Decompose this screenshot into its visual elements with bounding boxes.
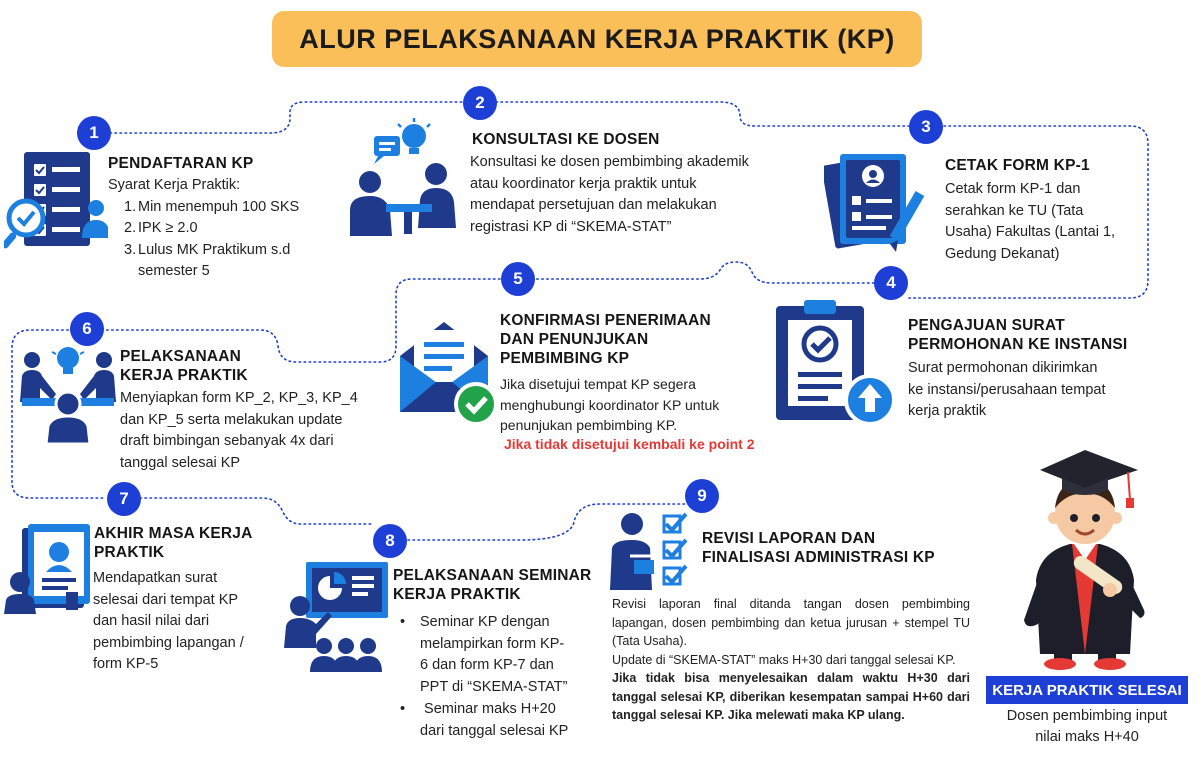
step-1-item-continuation: semester 5 <box>138 263 210 279</box>
step-1-number: 1 <box>77 116 111 150</box>
step-4-number: 4 <box>874 266 908 300</box>
step-2-line: atau koordinator kerja praktik untuk <box>470 175 697 192</box>
step-3-number: 3 <box>909 110 943 144</box>
step-2-number: 2 <box>463 86 497 120</box>
step-8-heading-line: PELAKSANAAN SEMINAR <box>393 567 592 584</box>
step-4-line: kerja praktik <box>908 403 987 419</box>
presentation-icon <box>282 562 390 672</box>
step-6-line: dan KP_5 serta melakukan update <box>120 411 343 428</box>
step-9-heading-line: REVISI LAPORAN DAN <box>702 530 876 547</box>
step-5-heading-line: DAN PENUNJUKAN <box>500 331 649 348</box>
step-7-heading-line: AKHIR MASA KERJA <box>94 525 253 542</box>
page-title: ALUR PELAKSANAAN KERJA PRAKTIK (KP) <box>299 23 895 54</box>
team-idea-icon <box>18 346 118 446</box>
step-4-line: ke instansi/perusahaan tempat <box>908 381 1106 398</box>
step-3-line: Gedung Dekanat) <box>945 245 1060 262</box>
step-2-line: Konsultasi ke dosen pembimbing akademik <box>470 154 749 170</box>
bullet-line: Seminar KP dengan <box>420 614 550 630</box>
bullet-line: melampirkan form KP- <box>420 635 565 652</box>
final-line: Dosen pembimbing input <box>1006 708 1168 724</box>
step-9-paragraph: Revisi laporan final ditanda tangan dosen pembimbing lapangan, dosen pembimbing dan ketua jurusan + stempel TU (Tata Usaha). <box>612 597 970 648</box>
step-4-line: Surat permohonan dikirimkan <box>908 360 1098 376</box>
step-5-heading-line: PEMBIMBING KP <box>500 350 630 367</box>
step-3-line: serahkan ke TU (Tata <box>945 202 1084 219</box>
step-1-heading: PENDAFTARAN KP <box>108 155 254 172</box>
step-9-paragraph: Update di “SKEMA-STAT” maks H+30 dari tanggal selesai KP. <box>612 652 956 667</box>
step-9-heading <box>702 529 935 567</box>
step-9-body <box>612 595 970 725</box>
step-8-heading <box>393 566 591 604</box>
step-6-line: draft bimbingan sebanyak 4x dari <box>120 433 334 449</box>
step-5-line: menghubungi koordinator KP untuk <box>500 396 720 413</box>
step-3-heading: CETAK FORM KP-1 <box>945 157 1090 174</box>
step-6-body <box>120 388 380 474</box>
step-6-line: tanggal selesai KP <box>120 454 241 471</box>
final-badge: KERJA PRAKTIK SELESAI <box>986 676 1188 704</box>
step-1-body <box>108 175 328 283</box>
step-2-line: mendapat persetujuan dan melakukan <box>470 197 717 213</box>
step-1-requirements <box>108 197 328 262</box>
form-print-icon <box>824 150 936 260</box>
checklist-search-icon <box>4 148 108 256</box>
certificate-user-icon <box>4 522 92 614</box>
checklist-person-icon <box>610 512 694 590</box>
bullet-line: dari tanggal selesai KP <box>420 722 569 739</box>
step-5-heading <box>500 311 711 368</box>
step-2-line: registrasi KP di “SKEMA-STAT” <box>470 218 672 235</box>
step-2-body <box>470 152 790 238</box>
step-3-line: Cetak form KP-1 dan <box>945 181 1081 197</box>
step-7-body <box>93 568 273 676</box>
final-line: nilai maks H+40 <box>1035 729 1139 745</box>
final-text <box>986 706 1188 748</box>
step-6-heading-line: KERJA PRAKTIK <box>120 367 248 384</box>
step-2-heading: KONSULTASI KE DOSEN <box>472 131 660 148</box>
step-4-body <box>908 358 1148 423</box>
bullet-dot: • <box>400 614 406 630</box>
bullet-dot: • <box>400 701 406 717</box>
step-8-heading-line: KERJA PRAKTIK <box>393 586 521 603</box>
step-7-line: Mendapatkan surat <box>93 570 218 586</box>
step-9-number: 9 <box>685 479 719 513</box>
step-6-line: Menyiapkan form KP_2, KP_3, KP_4 <box>120 390 358 406</box>
step-9-bold-paragraph: Jika tidak bisa menyelesaikan dalam waktu H+30 dari tanggal selesai KP, diberikan kesempatan sampai H+60 dari tanggal selesai KP. Jika melewati maka KP ulang. <box>612 671 970 722</box>
list-item: 1. Min menempuh 100 SKS <box>124 198 300 215</box>
consultation-icon <box>348 118 462 236</box>
step-5-line: Jika disetujui tempat KP segera <box>500 376 696 392</box>
step-5-heading-line: KONFIRMASI PENERIMAAN <box>500 312 711 329</box>
step-7-heading <box>94 524 253 562</box>
step-4-heading-line: PERMOHONAN KE INSTANSI <box>908 336 1128 353</box>
step-3-body <box>945 179 1145 265</box>
step-5-body <box>500 374 770 436</box>
bullet-line: PPT di “SKEMA-STAT” <box>420 678 568 695</box>
step-7-line: pembimbing lapangan / <box>93 634 244 651</box>
step-7-heading-line: PRAKTIK <box>94 544 165 561</box>
clipboard-upload-icon <box>774 300 898 428</box>
step-6-heading-line: PELAKSANAAN <box>120 348 242 365</box>
step-4-heading-line: PENGAJUAN SURAT <box>908 317 1065 334</box>
step-5-line: penunjukan pembimbing KP. <box>500 417 678 433</box>
list-item <box>400 612 600 698</box>
bullet-line: Seminar maks H+20 <box>420 701 556 717</box>
step-5-number: 5 <box>501 262 535 296</box>
list-item: 2. IPK ≥ 2.0 <box>124 220 198 236</box>
step-3-line: Usaha) Fakultas (Lantai 1, <box>945 224 1116 240</box>
mail-check-icon <box>396 316 500 432</box>
step-8-bullet-list <box>400 612 600 742</box>
step-4-heading <box>908 316 1127 354</box>
step-8-number: 8 <box>373 524 407 558</box>
step-1-intro: Syarat Kerja Praktik: <box>108 177 241 193</box>
list-item: 3. Lulus MK Praktikum s.d <box>124 241 291 258</box>
step-9-heading-line: FINALISASI ADMINISTRASI KP <box>702 549 935 566</box>
step-7-line: selesai dari tempat KP <box>93 591 239 608</box>
step-5-warning: Jika tidak disetujui kembali ke point 2 <box>504 436 755 452</box>
bullet-line: 6 dan form KP-7 dan <box>420 657 554 673</box>
step-7-line: dan hasil nilai dari <box>93 613 210 629</box>
step-7-number: 7 <box>107 482 141 516</box>
list-item <box>400 699 600 742</box>
step-8-body <box>400 612 600 742</box>
step-7-line: form KP-5 <box>93 656 159 672</box>
step-6-number: 6 <box>70 312 104 346</box>
graduate-student-icon <box>1010 440 1160 670</box>
step-6-heading <box>120 347 248 385</box>
